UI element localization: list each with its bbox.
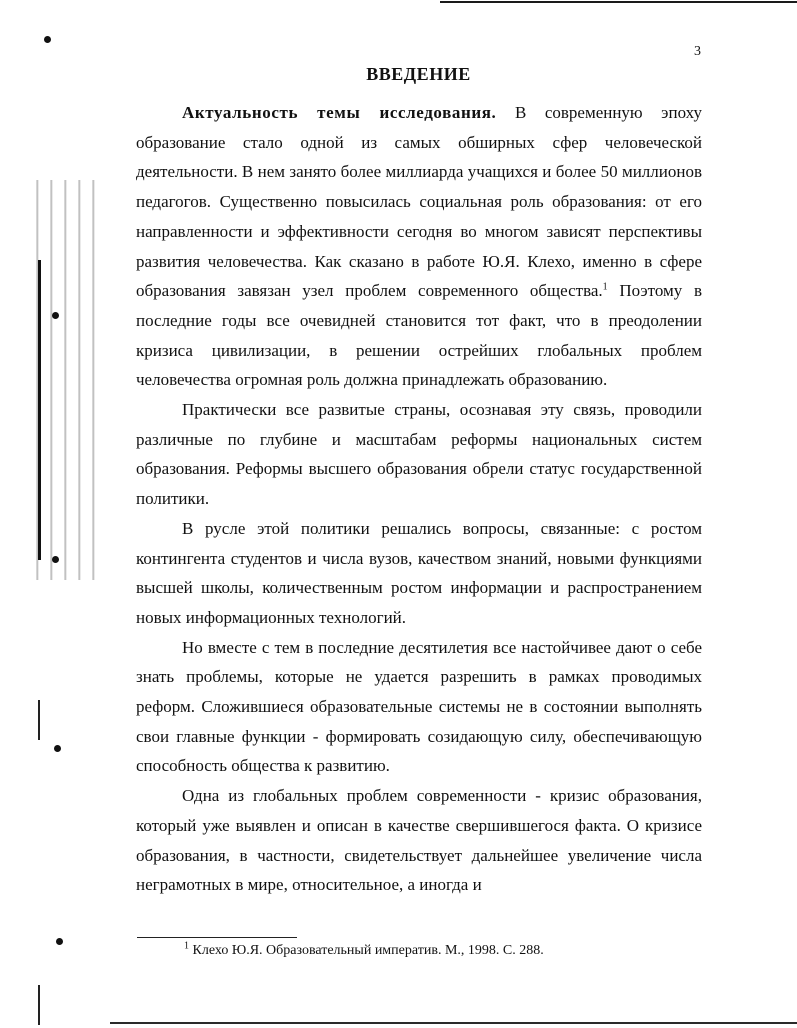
paragraph: Практически все развитые страны, осознавая эту связь, проводили различные по глубине и масштабам реформы национальных систем образования. Реформы высшего образования обрели статус государственной политики. bbox=[136, 400, 702, 509]
punch-hole-dot bbox=[52, 556, 59, 563]
footnote-mark: 1 bbox=[184, 940, 189, 952]
footnote bbox=[184, 940, 544, 959]
footnote-divider bbox=[137, 937, 297, 938]
paragraph-text: Поэтому в последние годы все очевидней становится тот факт, что в преодолении кризиса цивилизации, в решении острейших глобальных проблем человечества огромная роль должна принадлежать образованию. bbox=[136, 281, 702, 390]
punch-hole-dot bbox=[54, 745, 61, 752]
paragraph-text: В современную эпоху образование стало одной из самых обширных сфер человеческой деятельности. В нем занято более миллиарда учащихся и более 50 миллионов педагогов. Существенно повысилась социальная роль образования: от его направленности и эффективности сегодня во многом зависят перспективы развития человечества. Как сказано в работе Ю.Я. Клехо, именно в сфере образования завязан узел проблем современного общества. bbox=[136, 103, 702, 301]
page-title: ВВЕДЕНИЕ bbox=[366, 64, 471, 84]
scan-edge-line bbox=[38, 260, 41, 560]
scan-border-top bbox=[440, 1, 797, 3]
document-body bbox=[136, 98, 702, 900]
punch-hole-dot bbox=[52, 312, 59, 319]
scan-edge-line bbox=[38, 985, 40, 1025]
scan-edge-line bbox=[38, 700, 40, 740]
punch-hole-dot bbox=[44, 36, 51, 43]
paragraph bbox=[136, 98, 702, 395]
page-number: 3 bbox=[694, 44, 701, 59]
paragraph: Одна из глобальных проблем современности - кризис образования, который уже выявлен и описан в качестве свершившегося факта. О кризисе образования, в частности, свидетельствует дальнейшее увеличение числа неграмотных в мире, относительное, а иногда и bbox=[136, 786, 702, 895]
paragraph: Но вместе с тем в последние десятилетия все настойчивее дают о себе знать проблемы, которые не удается разрешить в рамках проводимых реформ. Сложившиеся образовательные системы не в состоянии выполнять свои главные функции - формировать созидающую силу, обеспечивающую способность общества к развитию. bbox=[136, 637, 702, 776]
paragraph: В русле этой политики решались вопросы, связанные: с ростом контингента студентов и числа вузов, качеством знаний, новыми функциями высшей школы, количественным ростом информации и распространением новых информационных технологий. bbox=[136, 518, 702, 627]
punch-hole-dot bbox=[56, 938, 63, 945]
footnote-reference[interactable]: 1 bbox=[602, 281, 608, 293]
footnote-text: Клехо Ю.Я. Образовательный императив. М., 1998. С. 288. bbox=[192, 943, 544, 958]
scan-border-bottom bbox=[110, 1022, 797, 1024]
paragraph-lead: Актуальность темы исследования. bbox=[182, 103, 497, 122]
